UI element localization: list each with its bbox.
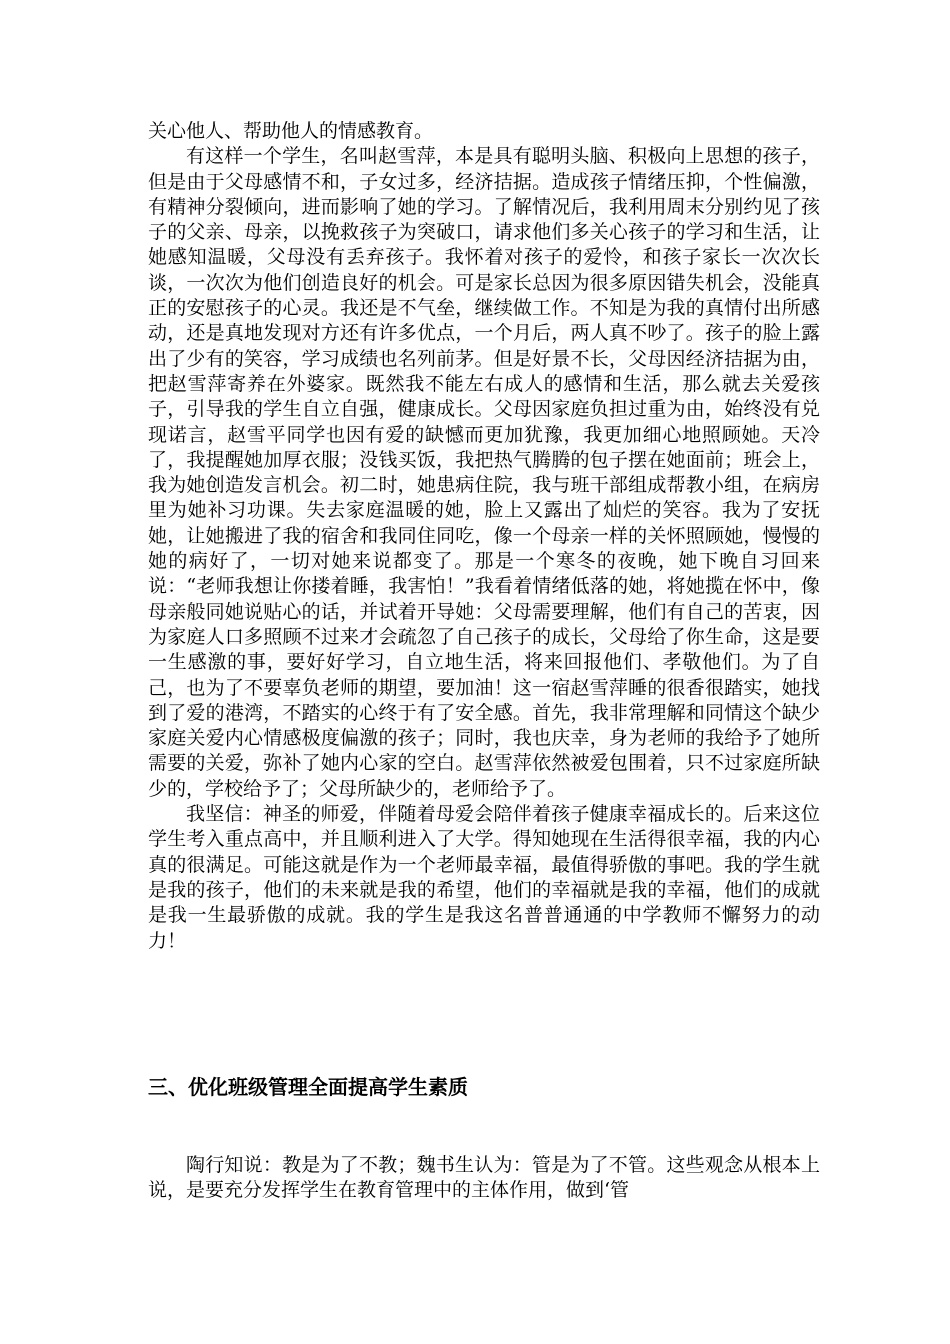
text-block-bottom (148, 1153, 820, 1204)
text-block-top (148, 119, 820, 954)
section-heading: 三、优化班级管理全面提高学生素质 (148, 1075, 468, 1099)
paragraph-conclusion: 我坚信：神圣的师爱，伴随着母爱会陪伴着孩子健康幸福成长的。后来这位学生考入重点高中，并且顺利进入了大学。得知她现在生活得很幸福，我的内心真的很满足。可能这就是作为一个老师最幸福，最值得骄傲的事吧。我的学生就是我的孩子，他们的未来就是我的希望，他们的幸福就是我的幸福，他们的成就是我一生最骄傲的成就。我的学生是我这名普普通通的中学教师不懈努力的动力！ (148, 803, 820, 952)
paragraph-student-story: 有这样一个学生，名叫赵雪萍，本是具有聪明头脑、积极向上思想的孩子，但是由于父母感情不和，子女过多，经济拮据。造成孩子情绪压抑，个性偏激，有精神分裂倾向，进而影响了她的学习。了解情况后，我利用周末分别约见了孩子的父亲、母亲，以挽救孩子为突破口，请求他们多关心孩子的学习和生活，让她感知温暖，父母没有丢弃孩子。我怀着对孩子的爱怜，和孩子家长一次次长谈，一次次为他们创造良好的机会。可是家长总因为很多原因错失机会，没能真正的安慰孩子的心灵。我还是不气垒，继续做工作。不知是为我的真情付出所感动，还是真地发现对方还有许多优点，一个月后，两人真不吵了。孩子的脸上露出了少有的笑容，学习成绩也名列前茅。但是好景不长，父母因经济拮据为由，把赵雪萍寄养在外婆家。既然我不能左右成人的感情和生活，那么就去关爱孩子，引导我的学生自立自强，健康成长。父母因家庭负担过重为由，始终没有兑现诺言，赵雪平同学也因有爱的缺憾而更加犹豫，我更加细心地照顾她。天冷了，我提醒她加厚衣服；没钱买饭，我把热气腾腾的包子摆在她面前；班会上，我为她创造发言机会。初二时，她患病住院，我与班干部组成帮教小组，在病房里为她补习功课。失去家庭温暖的她，脸上又露出了灿烂的笑容。我为了安抚她，让她搬进了我的宿舍和我同住同吃，像一个母亲一样的关怀照顾她，慢慢的她的病好了，一切对她来说都变了。那是一个寒冬的夜晚，她下晚自习回来说：“老师我想让你搂着睡，我害怕！”我看着情绪低落的她，将她揽在怀中，像母亲般同她说贴心的话，并试着开导她：父母需要理解，他们有自己的苦衷，因为家庭人口多照顾不过来才会疏忽了自己孩子的成长，父母给了你生命，这是要一生感激的事，要好好学习，自立地生活，将来回报他们、孝敬他们。为了自己，也为了不要辜负老师的期望，要加油！这一宿赵雪萍睡的很香很踏实，她找到了爱的港湾，不踏实的心终于有了安全感。首先，我非常理解和同情这个缺少家庭关爱内心情感极度偏激的孩子；同时，我也庆幸，身为老师的我给予了她所需要的关爱，弥补了她内心家的空白。赵雪萍依然被爱包围着，只不过家庭所缺少的，学校给予了；父母所缺少的，老师给予了。 (148, 145, 820, 800)
paragraph-class-management: 陶行知说：教是为了不教；魏书生认为：管是为了不管。这些观念从根本上说，是要充分发挥学生在教育管理中的主体作用，做到‘管 (148, 1154, 820, 1202)
paragraph-continuation: 关心他人、帮助他人的情感教育。 (148, 120, 434, 142)
